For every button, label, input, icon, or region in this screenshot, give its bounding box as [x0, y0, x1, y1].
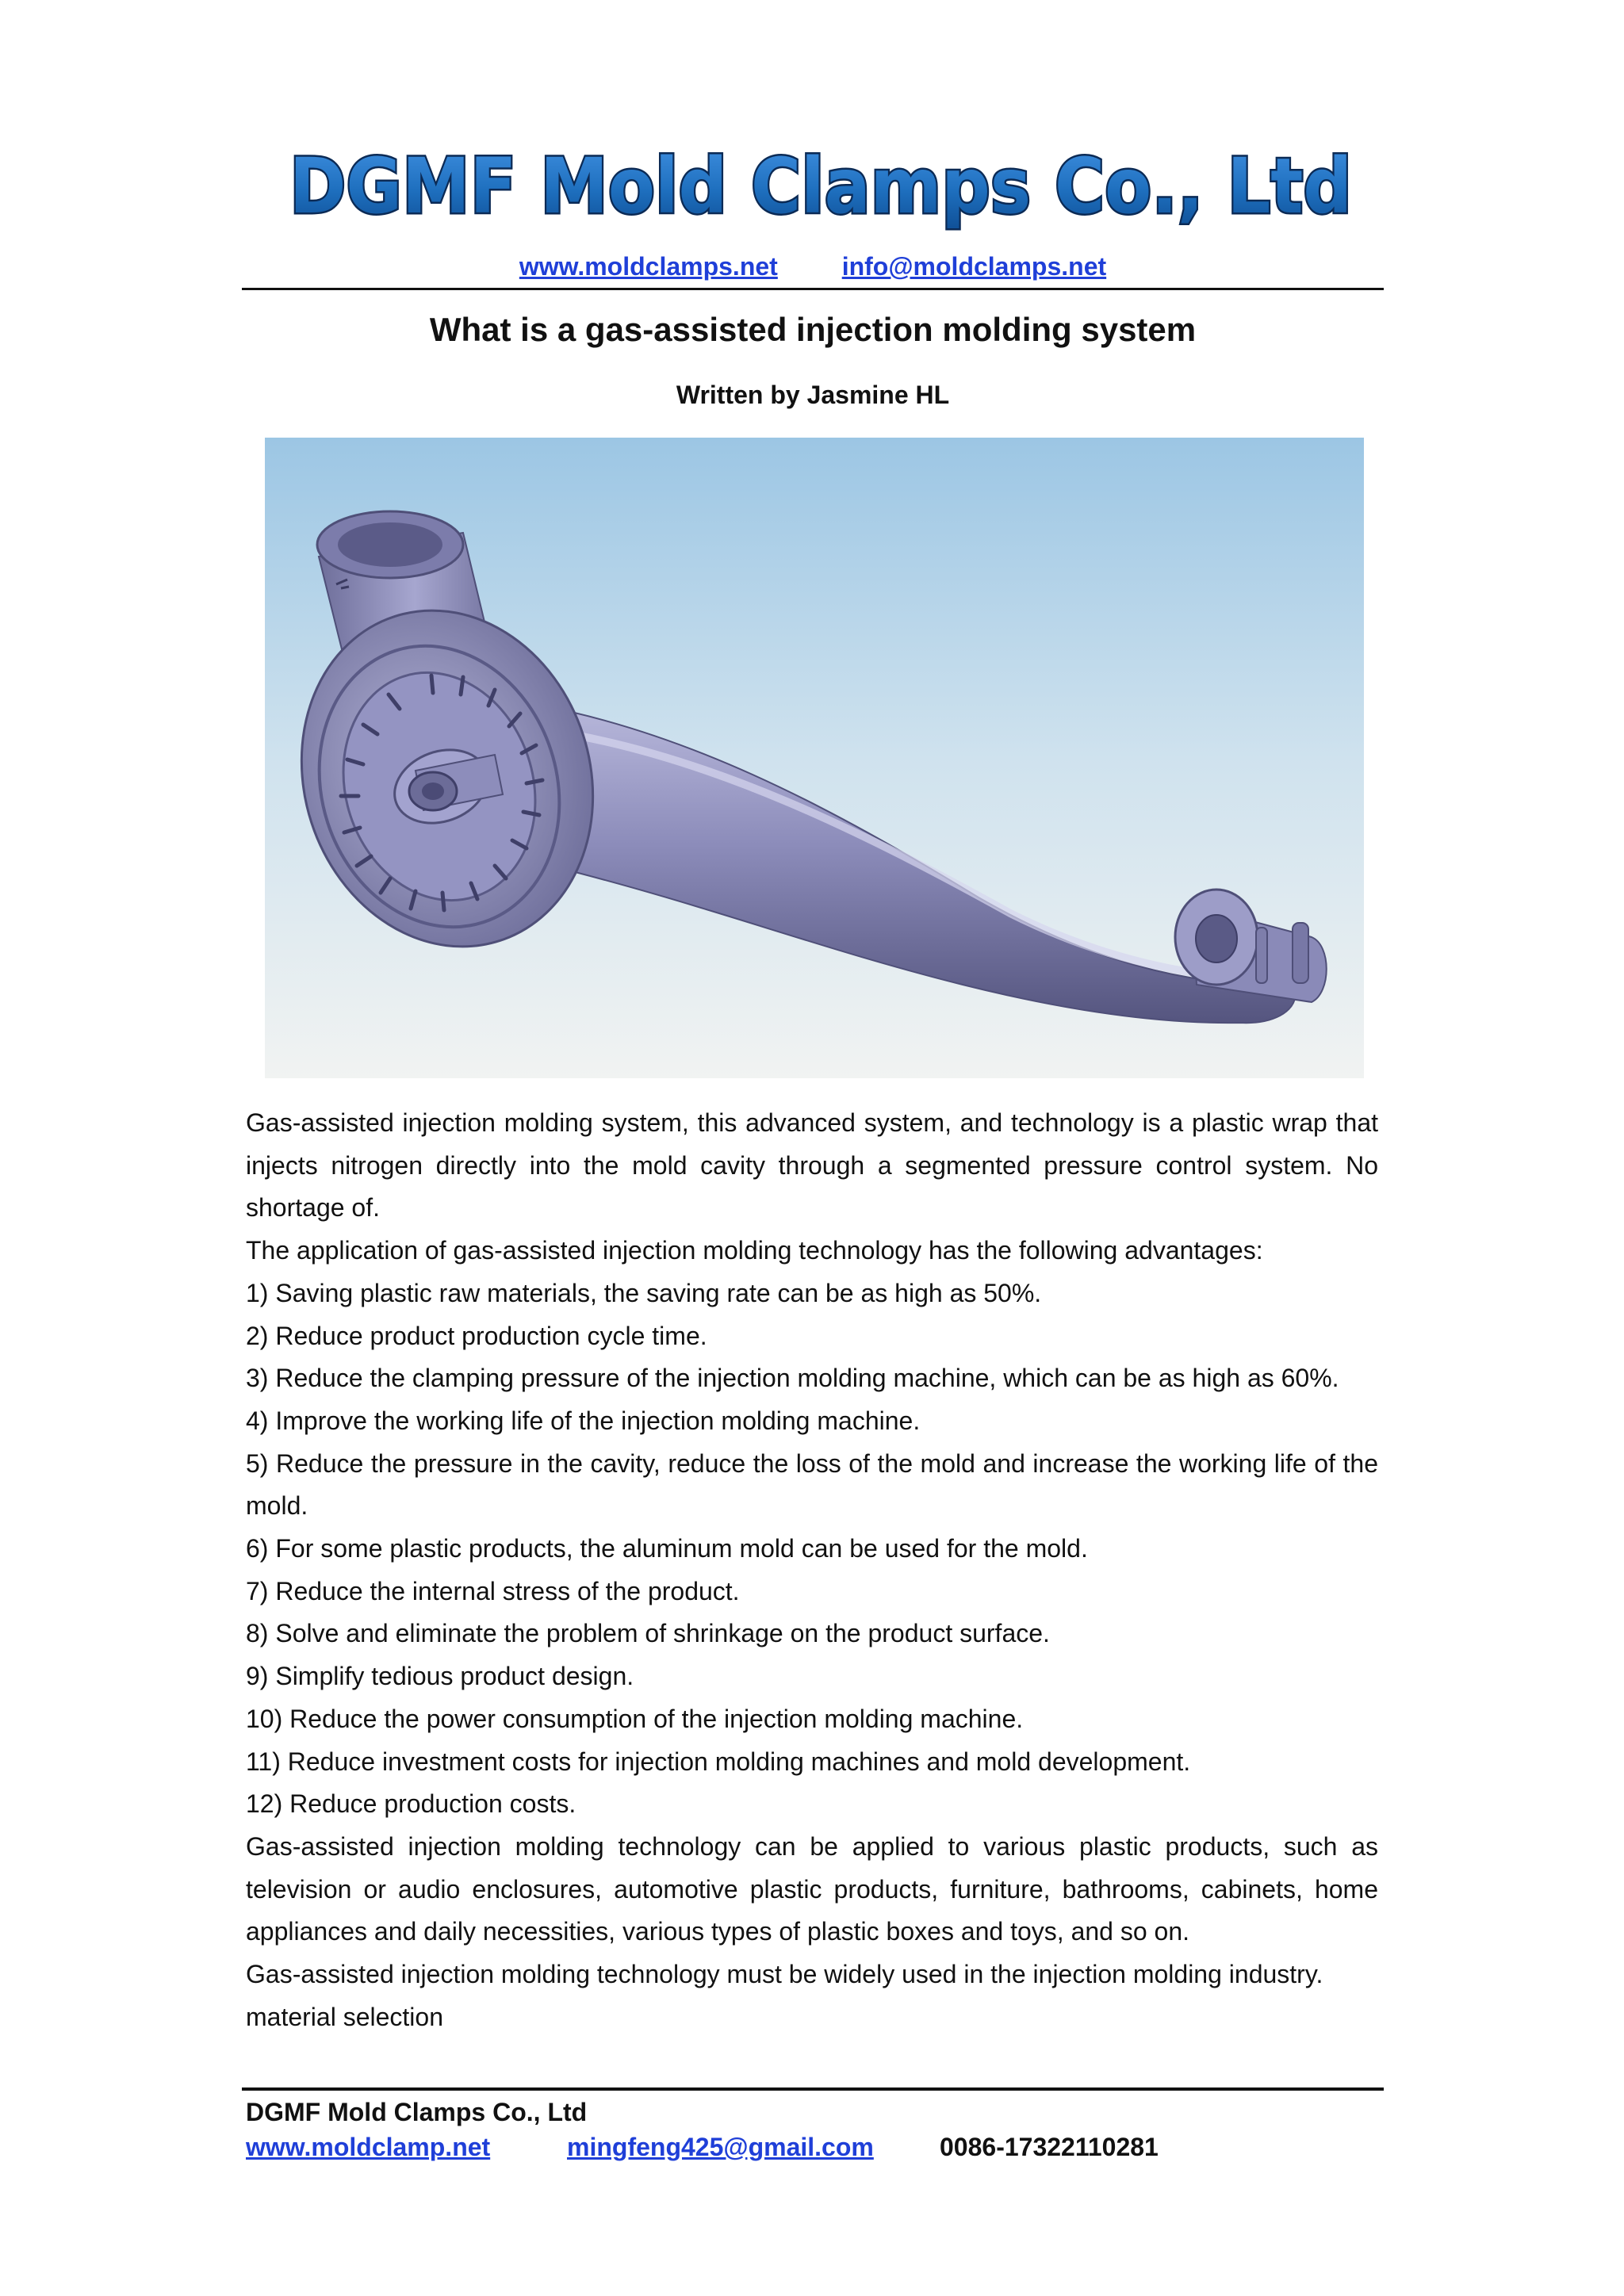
body-paragraph: 5) Reduce the pressure in the cavity, reduce the loss of the mold and increase the working life of the mold.	[246, 1448, 1378, 1521]
body-paragraph: 3) Reduce the clamping pressure of the injection molding machine, which can be as high as 60%.	[246, 1364, 1339, 1393]
body-paragraph: Gas-assisted injection molding technology must be widely used in the injection molding industry.	[246, 1960, 1323, 1989]
footer-website-link[interactable]: www.moldclamp.net	[246, 2133, 491, 2161]
header-website-link[interactable]: www.moldclamps.net	[519, 252, 778, 281]
body-paragraph: 12) Reduce production costs.	[246, 1789, 576, 1819]
footer-company-name: DGMF Mold Clamps Co., Ltd	[246, 2098, 588, 2126]
body-paragraph: 6) For some plastic products, the aluminum mold can be used for the mold.	[246, 1534, 1088, 1563]
logo-text: DGMF Mold Clamps Co., Ltd	[289, 143, 1352, 231]
body-paragraph: The application of gas-assisted injection molding technology has the following advantages:	[246, 1236, 1263, 1265]
product-figure	[265, 438, 1364, 1078]
body-paragraph: 11) Reduce investment costs for injection molding machines and mold development.	[246, 1747, 1191, 1776]
body-paragraph: 10) Reduce the power consumption of the injection molding machine.	[246, 1704, 1024, 1733]
header-email-link[interactable]: info@moldclamps.net	[841, 252, 1107, 281]
body-paragraph: 9) Simplify tedious product design.	[246, 1662, 634, 1691]
article-body	[246, 1102, 1378, 2038]
body-paragraph: 2) Reduce product production cycle time.	[246, 1321, 707, 1350]
body-paragraph: 1) Saving plastic raw materials, the saving rate can be as high as 50%.	[246, 1278, 1042, 1307]
article-byline: Written by Jasmine HL	[676, 381, 950, 409]
page-footer	[246, 2095, 1380, 2164]
footer-divider	[242, 2087, 1384, 2091]
article-title: What is a gas-assisted injection molding system	[429, 311, 1197, 348]
company-logo	[282, 143, 1360, 238]
footer-phone: 0086-17322110281	[940, 2133, 1159, 2161]
header-contact-links	[242, 252, 1384, 281]
body-paragraph: Gas-assisted injection molding technology can be applied to various plastic products, such as television or audio enclosures, automotive plastic products, furniture, bathrooms, cabinets, home appliances and daily necessities, various types of plastic boxes and toys, and so on.	[246, 1831, 1378, 1946]
body-paragraph: 7) Reduce the internal stress of the product.	[246, 1576, 740, 1605]
body-paragraph: 4) Improve the working life of the injection molding machine.	[246, 1406, 921, 1435]
body-paragraph: 8) Solve and eliminate the problem of shrinkage on the product surface.	[246, 1619, 1050, 1648]
body-paragraph: Gas-assisted injection molding system, this advanced system, and technology is a plastic wrap that injects nitrogen directly into the mold cavity through a segmented pressure control system. No shortage of.	[246, 1108, 1378, 1223]
body-paragraph: material selection	[246, 2002, 443, 2031]
footer-email-link[interactable]: mingfeng425@gmail.com	[567, 2133, 874, 2161]
header-divider	[242, 288, 1384, 290]
